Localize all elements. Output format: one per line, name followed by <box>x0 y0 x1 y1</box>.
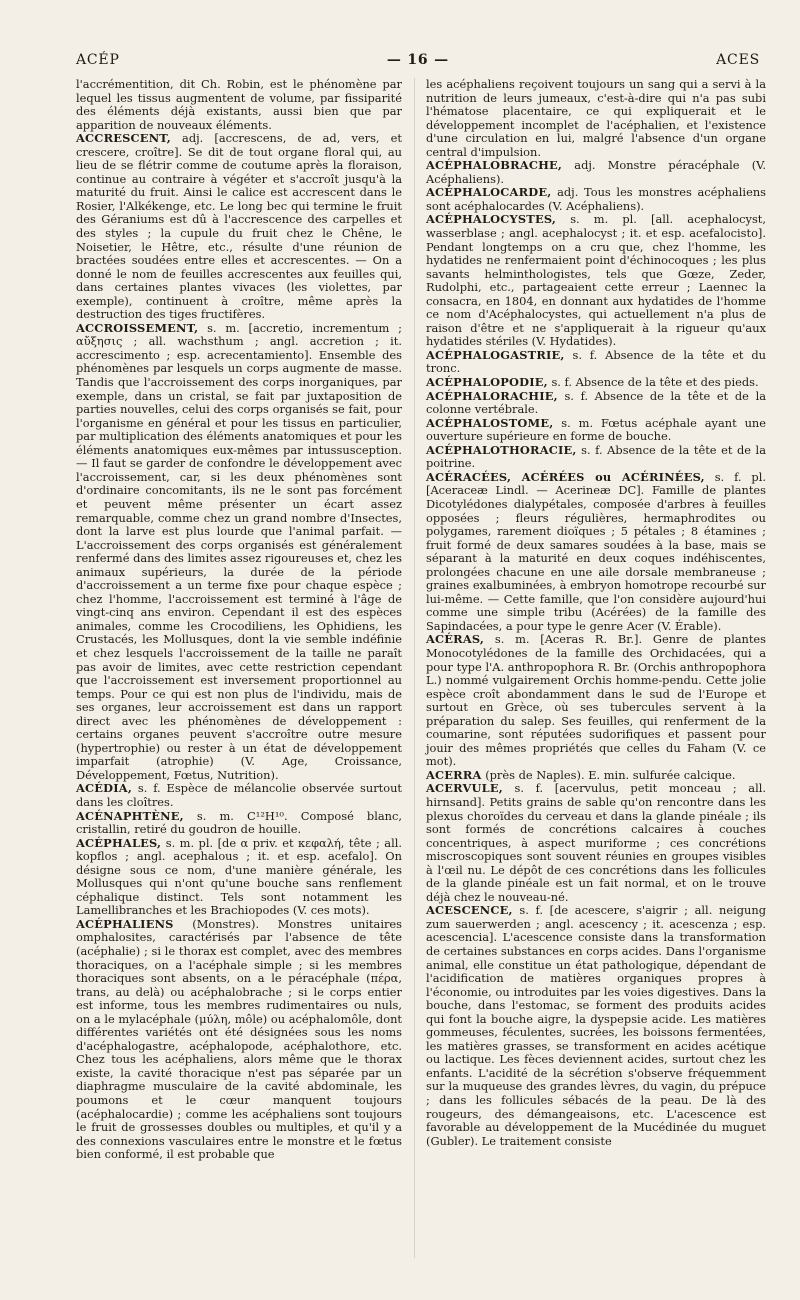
entry-definition: s. m. [Aceras R. Br.]. Genre de plantes Monocotylédones de la famille des Orchidacées, qui a pour type l'A. anthropophora R. Br. (Orchis anthropophora L.) nommé vulgairement Orchis homme-pendu. Cette jolie espèce croît abondamment dans le sud de l'Europe et surtout en Grèce, où ses tubercules servent à la préparation du salep. Ses feuilles, qui renferment de la coumarine, sont réputées sudorifiques et passent pour jouir des mêmes propriétés que celles du Faham (V. ce mot). <box>426 632 766 769</box>
entry-headword: ACÉPHALOCYSTES, <box>426 212 557 227</box>
column-divider <box>414 78 415 1258</box>
entry-headword: ACÉRACÉES, ACÉRÉES ou ACÉRINÉES, <box>426 469 705 484</box>
dictionary-entry <box>426 390 766 417</box>
entry-definition: l'accrémentition, dit Ch. Robin, est le phénomène par lequel les tissus augmentent de volume, par fissiparité des éléments déjà existants, aussi bien que par apparition de nouveaux éléments. <box>76 77 402 132</box>
dictionary-entry <box>426 904 766 1148</box>
entry-headword: ACÉRAS, <box>426 632 485 647</box>
entry-headword: ACÉDIA, <box>76 781 132 796</box>
entry-headword: ACÉPHALIENS <box>76 916 174 931</box>
dictionary-entry <box>426 471 766 634</box>
dictionary-entry <box>426 159 766 186</box>
left-column <box>76 78 402 1162</box>
dictionary-entry <box>76 78 402 132</box>
dictionary-entry <box>426 633 766 768</box>
running-header <box>76 44 760 68</box>
entry-headword: ACÉPHALOSTOME, <box>426 415 554 430</box>
entry-definition: s. m. [accretio, incrementum ; αὔξησις ; all. wachsthum ; angl. accretion ; it. accrescimento ; esp. acrecentamiento]. Ensemble des phénomènes par lesquels un corps augmente de masse. Tandis que l'accroissement des corps inorganiques, par exemple, dans un cristal, se fait par juxtaposition de parties nouvelles, celui des corps organisés se fait, pour l'organisme en général et pour les tissus en particulier, par multiplication des éléments anatomiques et pour les éléments anatomiques eux-mêmes par intussusception. — Il faut se garder de confondre le développement avec l'accroissement, car, si les deux phénomènes sont d'ordinaire concomitants, ils ne le sont pas forcément et peuvent même présenter un écart assez remarquable, comme chez un grand nombre d'Insectes, dont la larve est plus lourde que l'animal parfait. — L'accroissement des corps organisés est généralement renfermé dans des limites assez rigoureuses et, chez les animaux supérieurs, la durée de la période d'accroissement a un terme fixe pour chaque espèce ; chez l'homme, l'accroissement est terminé à l'âge de vingt-cinq ans environ. Cependant il est des espèces animales, comme les Crocodiliens, les Ophidiens, les Crustacés, les Mollusques, dont la vie semble indéfinie et chez lesquels l'accroissement de la taille ne paraît pas avoir de limites, avec cette restriction cependant que l'accroissement est inversement proportionnel au temps. Pour ce qui est non plus de l'individu, mais de ses organes, leur accroissement est dans un rapport direct avec les phénomènes de développement : certains organes peuvent s'accroître outre mesure (hypertrophie) ou rester à un état de développement imparfait (atrophie) (V. Age, Croissance, Développement, Fœtus, Nutrition). <box>76 320 402 782</box>
dictionary-entry <box>76 322 402 783</box>
dictionary-entry <box>426 213 766 348</box>
entry-headword: ACCROISSEMENT, <box>76 320 199 335</box>
entry-definition: s. m. pl. [de α priv. et κεφαλή, tête ; all. kopflos ; angl. acephalous ; it. et esp. acefalo]. On désigne sous ce nom, d'une manière générale, les Mollusques qui n'ont qu'une bouche sans renflement céphalique distinct. Tels sont notamment les Lamellibranches et les Brachiopodes (V. ces mots). <box>76 835 403 918</box>
dictionary-entry <box>426 186 766 213</box>
dictionary-entry <box>426 417 766 444</box>
header-left-guide-word: ACÉP <box>76 52 120 68</box>
entry-definition: s. m. C¹²H¹⁰. Composé blanc, cristallin, retiré du goudron de houille. <box>76 808 402 837</box>
dictionary-entry <box>426 78 766 159</box>
entry-definition: s. f. Absence de la tête et des pieds. <box>551 375 759 390</box>
entry-definition: (près de Naples). E. min. sulfurée calcique. <box>485 767 736 782</box>
entry-headword: ACÉPHALOPODIE, <box>426 375 548 390</box>
entry-headword: ACÉPHALORACHIE, <box>426 388 558 403</box>
entry-definition: s. f. Absence de la tête et de la poitrine. <box>426 442 766 471</box>
entry-definition: (Monstres). Monstres unitaires omphalosites, caractérisés par l'absence de tête (acéphalie) ; si le thorax est complet, avec des membres thoraciques, on a l'acéphale simple ; si les membres thoraciques sont absents, on a le péracéphale (πέρα, trans, au delà) ou acéphalobrache ; si le corps entier est informe, tous les membres rudimentaires ou nuls, on a le mylacéphale (μύλη, môle) ou acéphalomôle, dont différentes variétés ont été désignées sous les noms d'acéphalogastre, acéphalopode, acéphalothore, etc. Chez tous les acéphaliens, alors même que le thorax existe, la cavité thoracique n'est pas séparée par un diaphragme musculaire de la cavité abdominale, les poumons et le cœur manquent toujours (acéphalocardie) ; comme les acéphaliens sont toujours le fruit de grossesses doubles ou multiples, et qu'il y a des connexions vasculaires entre le monstre et le fœtus bien conformé, il est probable que <box>76 916 403 1162</box>
entry-definition: adj. Tous les monstres acéphaliens sont acéphalocardes (V. Acéphaliens). <box>426 185 767 213</box>
header-right-guide-word: ACES <box>716 52 760 68</box>
entry-headword: ACERVULE, <box>426 781 503 796</box>
dictionary-entry <box>426 782 766 904</box>
entry-definition: s. f. [acervulus, petit monceau ; all. hirnsand]. Petits grains de sable qu'on rencontre dans les plexus choroïdes du cerveau et dans la glande pinéale ; ils sont formés de concrétions calcaires à couches concentriques, à aspect muriforme ; ces concrétions miscroscopiques sont souvent réunies en groupes visibles à l'œil nu. Le dépôt de ces concrétions dans les follicules de la glande pinéale est un fait normal, et on le trouve déjà chez le nouveau-né. <box>426 781 767 904</box>
entry-definition: adj. [accrescens, de ad, vers, et crescere, croître]. Se dit de tout organe floral qui, au lieu de se flétrir comme de coutume après la floraison, continue au contraire à végéter et s'accroît jusqu'à la maturité du fruit. Ainsi le calice est accrescent dans le Rosier, l'Alkékenge, etc. Le long bec qui termine le fruit des Géraniums est dû à l'accrescence des carpelles et des styles ; la cupule du fruit chez le Chêne, le Noisetier, le Hêtre, etc., résulte d'une réunion de bractées soudées entre elles et accrescentes. — On a donné le nom de feuilles accrescentes aux feuilles qui, dans certaines plantes vivaces (les violettes, par exemple), continuent à croître, même après la destruction des tiges fructifères. <box>76 131 403 322</box>
entry-headword: ACÉPHALOGASTRIE, <box>426 347 565 362</box>
entry-headword: ACÉPHALOTHORACIE, <box>426 442 577 457</box>
entry-definition: les acéphaliens reçoivent toujours un sang qui a servi à la nutrition de leurs jumeaux, c'est-à-dire qui n'a pas subi l'hématose placentaire, ce qui expliquerait et le développement incomplet de l'acéphalien, et l'existence d'une circulation en lui, malgré l'absence d'un organe central d'impulsion. <box>426 77 766 159</box>
dictionary-entry <box>426 376 766 390</box>
page-number: — 16 — <box>386 52 449 68</box>
entry-headword: ACCRESCENT, <box>76 131 171 146</box>
dictionary-entry <box>76 918 402 1162</box>
entry-definition: s. f. Absence de la tête et de la colonne vertébrale. <box>426 388 767 417</box>
dictionary-entry <box>76 810 402 837</box>
entry-headword: ACÉPHALES, <box>76 835 162 850</box>
entry-definition: s. f. [de acescere, s'aigrir ; all. neigung zum sauerwerden ; angl. acescency ; it. acescenza ; esp. acescencia]. L'acescence consiste dans la transformation de certaines substances en corps acides. Dans l'organisme animal, elle constitue un état pathologique, dépendant de l'acidification de matières organiques propres à l'économie, ou introduites par les voies digestives. Dans la bouche, dans l'estomac, se forment des produits acides qui font la bouche aigre, la dyspepsie acide. Les matières gommeuses, féculentes, sucrées, les boissons fermentées, les matières grasses, se transforment en acides acétique ou lactique. Les fèces deviennent acides, surtout chez les enfants. L'acidité de la sécrétion s'observe fréquemment sur la muqueuse des grandes lèvres, du vagin, du prépuce ; dans les follicules sébacés de la peau. De là des rougeurs, des démangeaisons, etc. L'acescence est favorable au développement de la Mucédinée du muguet (Gubler). Le traitement consiste <box>426 903 766 1148</box>
entry-headword: ACESCENCE, <box>426 903 513 918</box>
entry-headword: ACÉPHALOCARDE, <box>426 185 552 200</box>
entry-headword: ACÉNAPHTÈNE, <box>76 808 184 823</box>
entry-headword: ACERRA <box>426 767 482 782</box>
dictionary-entry <box>426 769 766 783</box>
dictionary-entry <box>426 349 766 376</box>
entry-definition: adj. Monstre péracéphale (V. Acéphaliens). <box>426 158 766 186</box>
dictionary-entry <box>426 444 766 471</box>
dictionary-entry <box>76 837 402 918</box>
entry-definition: s. f. Espèce de mélancolie observée surtout dans les cloîtres. <box>76 781 402 809</box>
entry-definition: s. m. pl. [all. acephalocyst, wasserblase ; angl. acephalocyst ; it. et esp. acefalocisto]. Pendant longtemps on a cru que, chez l'homme, les hydatides ne renfermaient point d'échinocoques ; les plus savants helminthologistes, tels que Gœze, Zeder, Rudolphi, etc., partageaient cette erreur ; Laennec la consacra, en 1804, en donnant aux hydatides de l'homme ce nom d'Acéphalocystes, qui actuellement n'a plus de raison d'être et ne s'appliquerait à la rigueur qu'aux hydatides stériles (V. Hydatides). <box>426 212 766 349</box>
entry-definition: s. f. Absence de la tête et du tronc. <box>426 347 767 376</box>
entry-headword: ACÉPHALOBRACHE, <box>426 158 563 173</box>
entry-definition: s. f. pl. [Aceraceæ Lindl. — Acerineæ DC]. Famille de plantes Dicotylédones dialypétales, composée d'arbres à feuilles opposées ; fleurs régulières, hermaphrodites ou polygames, rarement dioïques ; 5 pétales ; 8 étamines ; fruit formé de deux samares soudées à la base, mais se séparant à la maturité en deux coques indéhiscentes, prolongées chacune en une aile dorsale membraneuse ; graines exalbuminées, à embryon homotrope recourbé sur lui-même. — Cette famille, que l'on considère aujourd'hui comme une simple tribu (Acérées) de la famille des Sapindacées, a pour type le genre Acer (V. Érable). <box>426 469 766 633</box>
dictionary-entry <box>76 132 402 322</box>
dictionary-entry <box>76 782 402 809</box>
right-column <box>426 78 766 1148</box>
entry-definition: s. m. Fœtus acéphale ayant une ouverture supérieure en forme de bouche. <box>426 415 766 444</box>
